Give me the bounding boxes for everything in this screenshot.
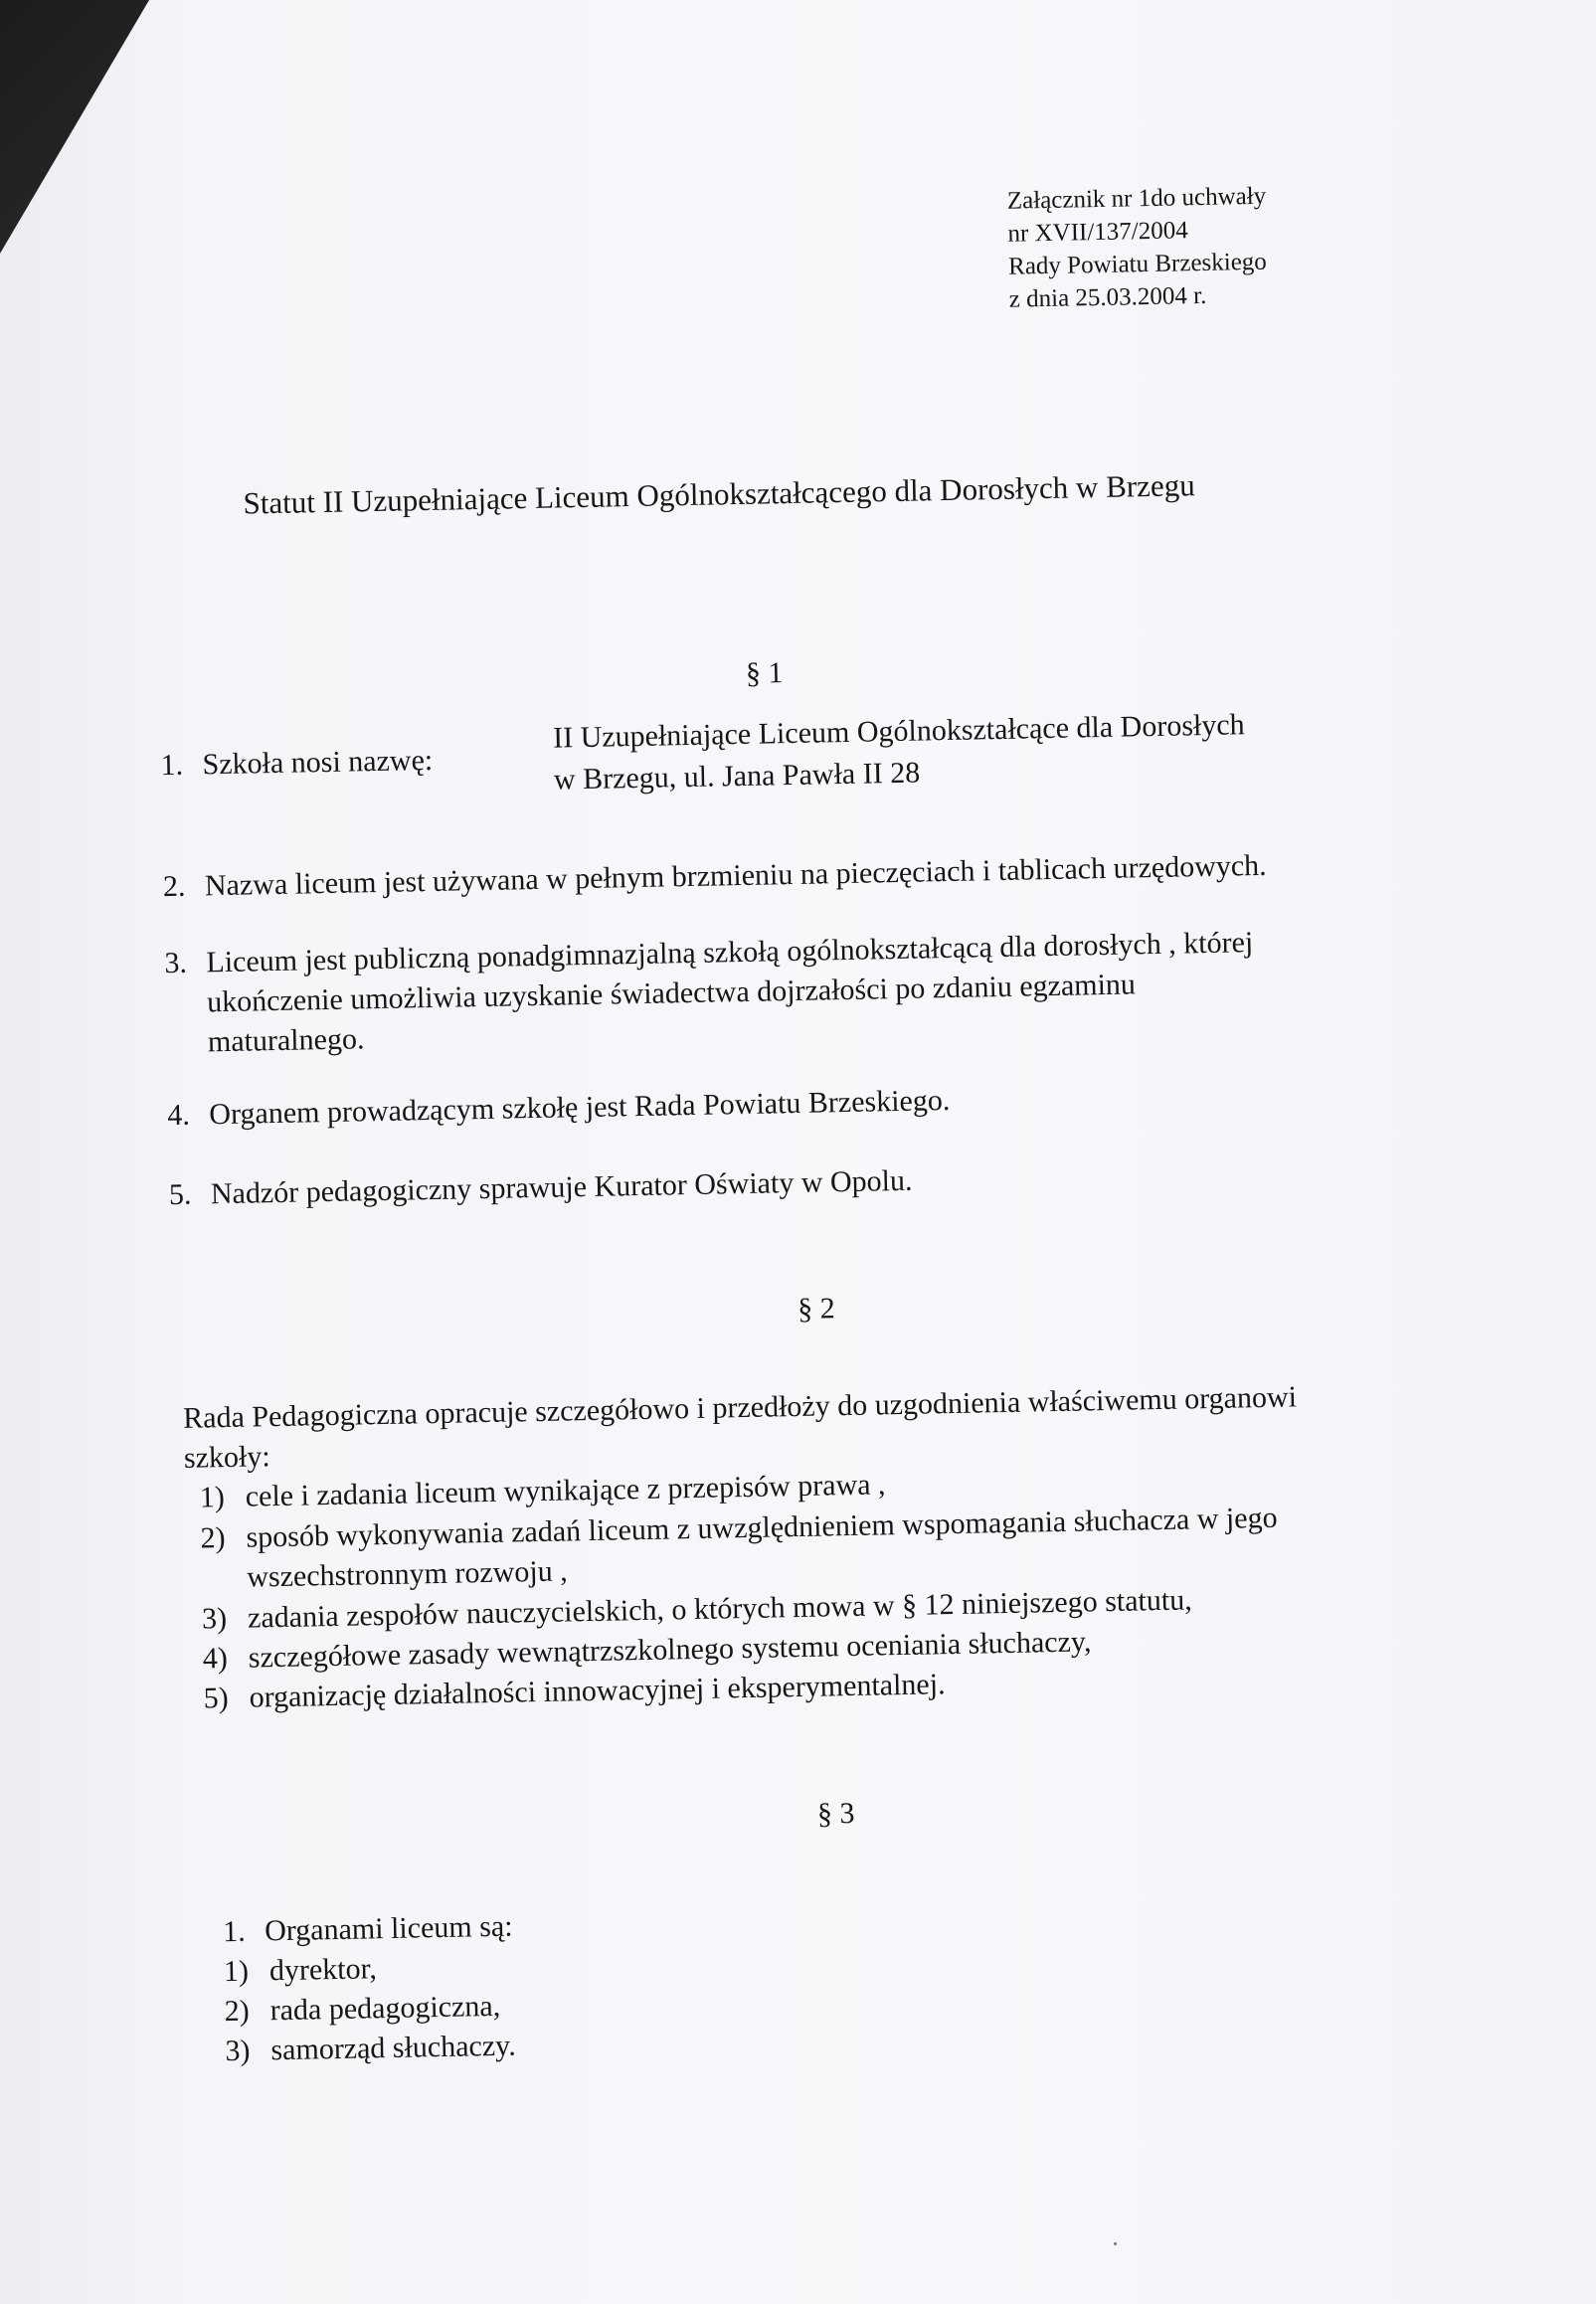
item-text: sposób wykonywania zadań liceum z uwzględnieniem wspomagania słuchacza w jego <box>246 1501 1278 1554</box>
item-text: Nazwa liceum jest używana w pełnym brzmieniu na pieczęciach i tablicach urzędowych. <box>204 848 1267 903</box>
item-text-continued: maturalnego. <box>207 1022 365 1059</box>
item-text: zadania zespołów nauczycielskich, o których mowa w § 12 niniejszego statutu, <box>247 1583 1192 1635</box>
item-number: 2) <box>200 1521 226 1555</box>
attachment-line: nr XVII/137/2004 <box>1007 217 1188 248</box>
list-item <box>224 1987 500 2032</box>
item-label: Szkoła nosi nazwę: <box>202 743 434 782</box>
item-number: 5. <box>168 1177 192 1212</box>
item-text: samorząd słuchaczy. <box>270 2029 516 2067</box>
item-number: 2. <box>162 869 186 904</box>
item-number: 1. <box>160 748 184 783</box>
item-text: szczegółowe zasady wewnątrzszkolnego systemu oceniania słuchaczy, <box>248 1625 1092 1675</box>
attachment-note <box>1007 180 1269 316</box>
item-text: rada pedagogiczna, <box>269 1989 501 2028</box>
section-heading: § 2 <box>797 1292 836 1326</box>
item-text: Organami liceum są: <box>264 1909 513 1948</box>
item-number: 3) <box>225 2034 251 2068</box>
section-intro-continued: szkoły: <box>183 1440 270 1475</box>
scan-speck <box>1114 2242 1117 2245</box>
item-text: Nadzór pedagogiczny sprawuje Kurator Oświaty w Opolu. <box>210 1163 913 1211</box>
list-item <box>169 1161 913 1215</box>
school-name-line: II Uzupełniające Liceum Ogólnokształcące dla Dorosłych <box>552 708 1245 755</box>
item-text-continued: wszechstronnym rozwoju , <box>246 1554 569 1594</box>
list-item <box>223 1907 513 1953</box>
item-number: 3) <box>201 1602 228 1636</box>
attachment-line: z dnia 25.03.2004 r. <box>1008 281 1207 313</box>
list-item <box>167 1081 951 1136</box>
item-number: 2) <box>224 1994 250 2029</box>
section-intro: Rada Pedagogiczna opracuje szczegółowo i przedłoży do uzgodnienia właściwemu organowi <box>182 1380 1298 1435</box>
document-title: Statut II Uzupełniające Liceum Ogólnokształcącego dla Dorosłych w Brzegu <box>243 467 1195 521</box>
item-text: Liceum jest publiczną ponadgimnazjalną szkołą ogólnokształcącą dla dorosłych , której <box>206 926 1254 979</box>
list-item <box>160 741 433 786</box>
section-heading: § 3 <box>816 1796 855 1831</box>
item-number: 5) <box>203 1682 229 1715</box>
item-text: organizację działalności innowacyjnej i eksperymentalnej. <box>249 1668 946 1714</box>
item-text: dyrektor, <box>268 1952 378 1988</box>
item-number: 1. <box>222 1914 246 1949</box>
item-text-continued: ukończenie umożliwia uzyskanie świadectwa dojrzałości po zdaniu egzaminu <box>206 968 1137 1019</box>
item-text: Organem prowadzącym szkołę jest Rada Powiatu Brzeskiego. <box>209 1084 951 1132</box>
school-address-line: w Brzegu, ul. Jana Pawła II 28 <box>553 756 921 797</box>
attachment-line: Załącznik nr 1do uchwały <box>1006 182 1267 215</box>
section-heading: § 1 <box>745 656 784 690</box>
list-item <box>225 2027 516 2072</box>
item-number: 4. <box>167 1098 191 1133</box>
list-item <box>163 846 1267 907</box>
item-number: 3. <box>164 946 188 980</box>
list-item <box>224 1949 378 1992</box>
item-text: cele i zadania liceum wynikające z przepisów prawa , <box>245 1468 886 1513</box>
attachment-line: Rady Powiatu Brzeskiego <box>1007 248 1268 280</box>
item-number: 1) <box>199 1481 226 1514</box>
item-number: 4) <box>202 1642 229 1676</box>
item-number: 1) <box>223 1954 250 1989</box>
